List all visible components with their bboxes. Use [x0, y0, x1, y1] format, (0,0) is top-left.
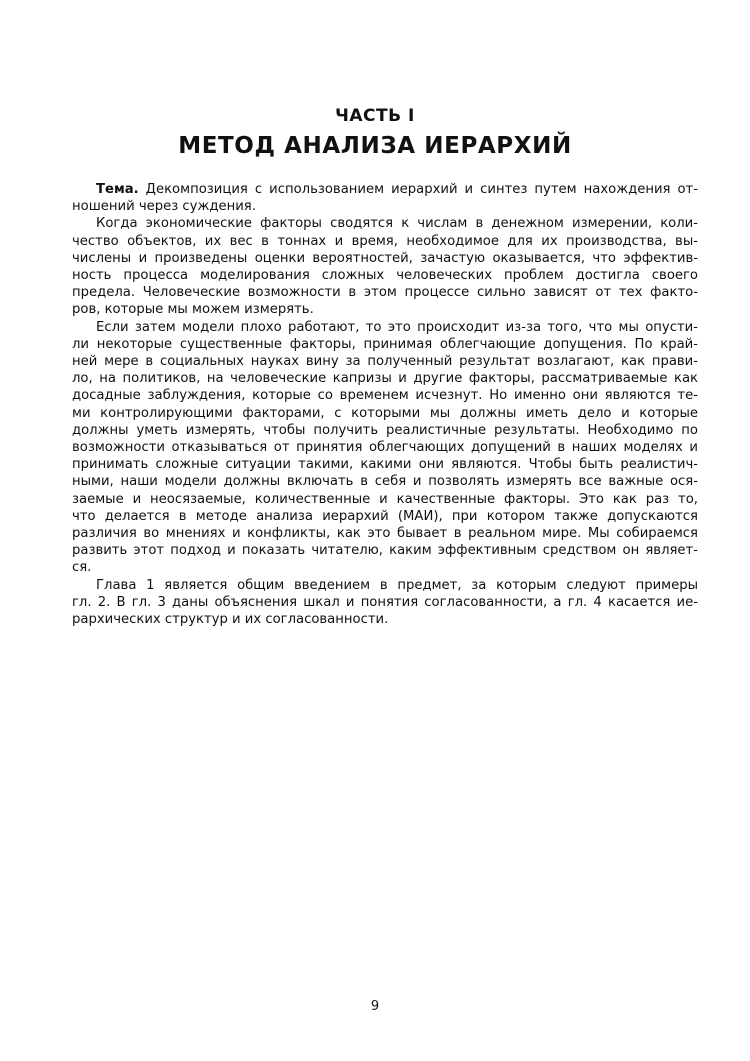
text-line: что делается в методе анализа иерархий (МАИ), при котором также допускаются — [72, 508, 698, 524]
part-label: ЧАСТЬ I — [335, 106, 415, 126]
text-line: должны уметь измерять, чтобы получить реалистичные результаты. Необходимо по — [72, 422, 698, 438]
text-line: ными, наши модели должны включать в себя и позволять измерять все важные ося- — [72, 474, 698, 490]
text-line: Если затем модели плохо работают, то это происходит из-за того, что мы опусти- — [96, 319, 698, 335]
page-title: МЕТОД АНАЛИЗА ИЕРАРХИЙ — [178, 133, 572, 159]
text-line: рархических структур и их согласованности. — [72, 612, 389, 628]
text-line: досадные заблуждения, которые со временем исчезнут. Но именно они являются те- — [72, 388, 698, 404]
text-line: ношений через суждения. — [72, 199, 256, 215]
text-line: ми контролирующими факторами, с которыми мы должны иметь дело и которые — [72, 405, 698, 421]
text-line: гл. 2. В гл. 3 даны объяснения шкал и понятия согласованности, а гл. 4 касается ие- — [72, 594, 698, 610]
topic-text: Декомпозиция с использованием иерархий и синтез путем нахождения от- — [138, 182, 698, 197]
paragraph-topic — [72, 181, 698, 215]
paragraph — [72, 319, 698, 577]
text-line: предела. Человеческие возможности в этом процессе сильно зависят от тех факто- — [72, 285, 698, 301]
body-text — [72, 181, 698, 628]
text-line: развить этот подход и показать читателю, каким эффективным средством он являет- — [72, 543, 698, 559]
text-line: ней мере в социальных науках вину за полученный результат возлагают, как прави- — [72, 354, 698, 370]
paragraph — [72, 577, 698, 629]
paragraph — [72, 215, 698, 318]
text-line: ров, которые мы можем измерять. — [72, 302, 314, 318]
text-line: заемые и неосязаемые, количественные и качественные факторы. Это как раз то, — [72, 491, 698, 507]
topic-label: Тема. — [96, 182, 139, 197]
text-line: ли некоторые существенные факторы, принимая облегчающие допущения. По край- — [72, 336, 698, 352]
text-line: различия во мнениях и конфликты, как это бывает в реальном мире. Мы собираемся — [72, 526, 698, 542]
text-line: чество объектов, их вес в тоннах и время, необходимое для их производства, вы- — [72, 233, 698, 249]
text-line — [96, 181, 698, 198]
text-line: Глава 1 является общим введением в предмет, за которым следуют примеры — [96, 577, 698, 593]
text-line: возможности отказываться от принятия облегчающих допущений в наших моделях и — [72, 440, 698, 456]
text-line: ло, на политиков, на человеческие капризы и другие факторы, рассматриваемые как — [72, 371, 698, 387]
text-line: принимать сложные ситуации такими, какими они являются. Чтобы быть реалистич- — [72, 457, 698, 473]
text-line: Когда экономические факторы сводятся к числам в денежном измерении, коли- — [96, 216, 698, 232]
text-line: числены и произведены оценки вероятностей, зачастую оказывается, что эффектив- — [72, 250, 698, 266]
page-number: 9 — [370, 999, 380, 1014]
text-line: ность процесса моделирования сложных человеческих проблем достигла своего — [72, 268, 698, 284]
text-line: ся. — [72, 560, 92, 576]
